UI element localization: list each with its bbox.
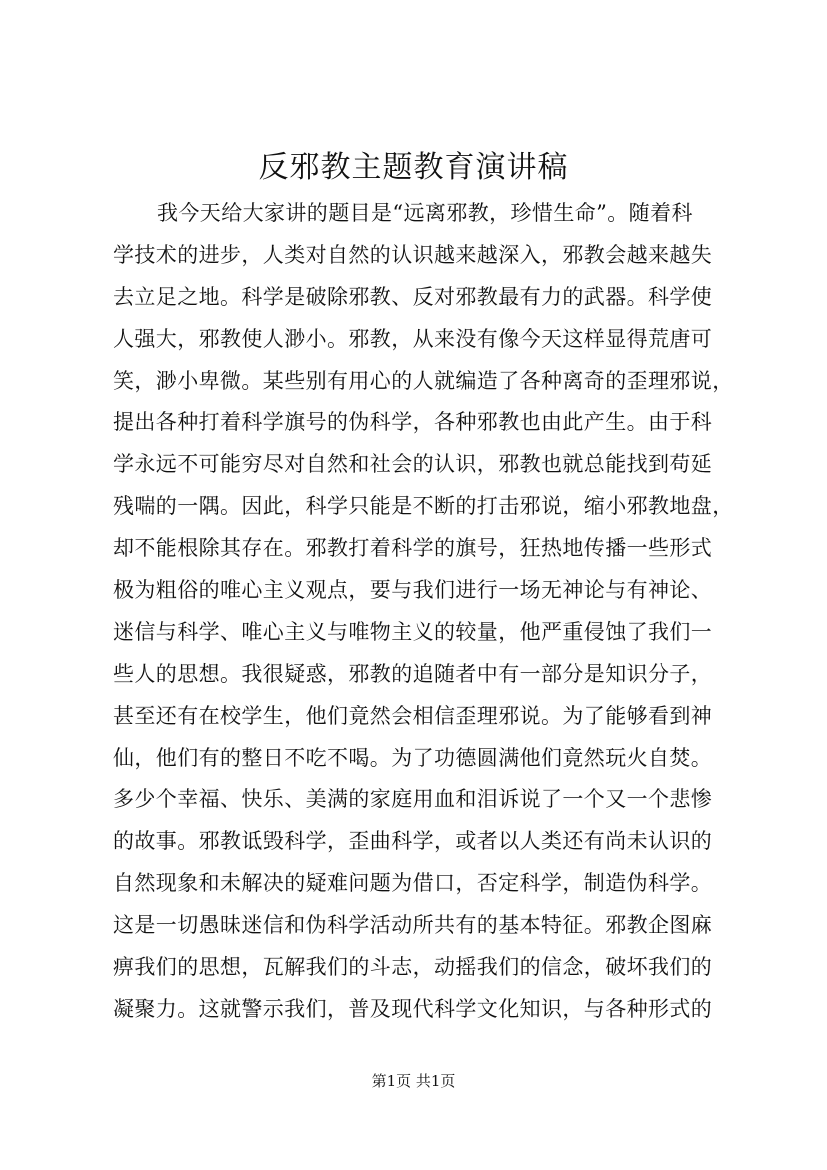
paragraph-line: 甚至还有在校学生，他们竟然会相信歪理邪说。为了能够看到神 [113,703,713,728]
paragraph-line: 学永远不可能穷尽对自然和社会的认识，邪教也就总能找到苟延 [113,452,713,477]
paragraph-line: 人强大，邪教使人渺小。邪教，从来没有像今天这样显得荒唐可 [113,326,713,351]
page-footer: 第1页 共1页 [371,1072,456,1090]
paragraph-line: 我今天给大家讲的题目是“远离邪教，珍惜生命”。随着科 [157,201,693,225]
paragraph-line: 笑，渺小卑微。某些别有用心的人就编造了各种离奇的歪理邪说， [113,368,734,393]
document-title: 反邪教主题教育演讲稿 [258,150,569,185]
paragraph-line: 自然现象和未解决的疑难问题为借口，否定科学，制造伪科学。 [113,871,713,896]
paragraph-line: 迷信与科学、唯心主义与唯物主义的较量，他严重侵蚀了我们一 [113,619,713,644]
paragraph-line: 学技术的进步，人类对自然的认识越来越深入，邪教会越来越失 [113,242,713,267]
paragraph-line: 痹我们的思想，瓦解我们的斗志，动摇我们的信念，破坏我们的 [113,955,713,980]
paragraph-line: 多少个幸福、快乐、美满的家庭用血和泪诉说了一个又一个悲惨 [113,787,713,812]
paragraph-line: 残喘的一隅。因此，科学只能是不断的打击邪说，缩小邪教地盘， [113,494,734,519]
paragraph-line: 极为粗俗的唯心主义观点，要与我们进行一场无神论与有神论、 [113,578,713,603]
paragraph-line: 凝聚力。这就警示我们，普及现代科学文化知识，与各种形式的 [113,996,713,1021]
paragraph-line: 的故事。邪教诋毁科学，歪曲科学，或者以人类还有尚未认识的 [113,829,713,854]
paragraph-line: 去立足之地。科学是破除邪教、反对邪教最有力的武器。科学使 [113,284,713,309]
paragraph-line: 这是一切愚昧迷信和伪科学活动所共有的基本特征。邪教企图麻 [113,913,713,938]
paragraph-line: 提出各种打着科学旗号的伪科学，各种邪教也由此产生。由于科 [113,410,713,435]
paragraph-line: 却不能根除其存在。邪教打着科学的旗号，狂热地传播一些形式 [113,536,713,561]
paragraph-line: 些人的思想。我很疑惑，邪教的追随者中有一部分是知识分子， [113,661,713,686]
paragraph-line: 仙，他们有的整日不吃不喝。为了功德圆满他们竟然玩火自焚。 [113,745,713,770]
document-body [113,193,753,1031]
